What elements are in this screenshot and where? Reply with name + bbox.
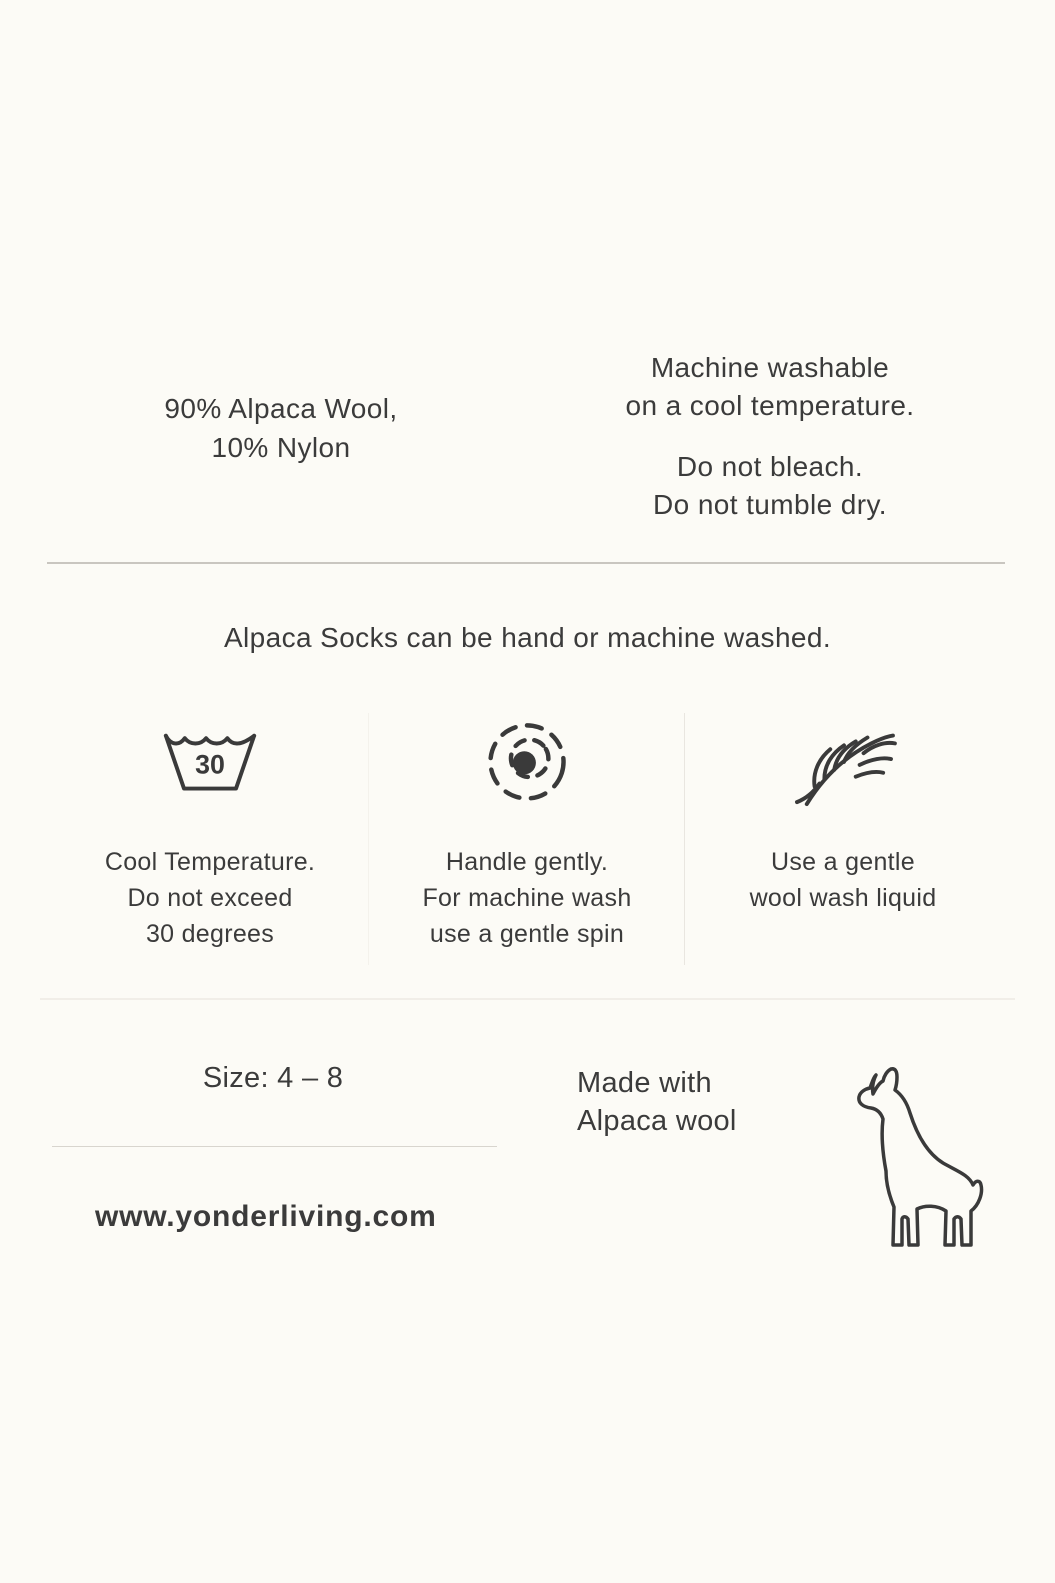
caption-line: Use a gentle	[771, 848, 915, 876]
wash-instructions-text	[540, 349, 1000, 524]
care-item-cool-temperature	[55, 705, 365, 952]
made-with-line-2: Alpaca wool	[577, 1105, 737, 1137]
made-with-text	[577, 1064, 837, 1140]
horizontal-divider-bottom	[52, 1146, 497, 1147]
composition-line-1: 90% Alpaca Wool,	[164, 393, 398, 424]
wash-basin-30-icon	[55, 705, 365, 817]
caption-line: Cool Temperature.	[104, 848, 316, 876]
caption-line: use a gentle spin	[429, 920, 625, 948]
feather-icon	[688, 705, 998, 817]
care-caption-wool-wash	[688, 844, 998, 916]
caption-line: Do not exceed	[127, 884, 293, 912]
care-caption-cool-temperature	[55, 844, 365, 952]
vertical-separator-right	[684, 713, 685, 965]
wash-line-3: Do not bleach.	[676, 451, 864, 482]
wash-line-4: Do not tumble dry.	[653, 489, 887, 520]
alpaca-icon	[843, 1056, 993, 1256]
wash-temperature-label: 30	[195, 749, 225, 780]
care-heading: Alpaca Socks can be hand or machine washed.	[223, 622, 832, 653]
caption-line: For machine wash	[422, 884, 632, 912]
gentle-spin-icon	[372, 705, 682, 817]
made-with-line-1: Made with	[577, 1067, 712, 1099]
wash-paragraph-1	[540, 349, 1000, 425]
caption-line: 30 degrees	[145, 920, 275, 948]
care-item-wool-wash	[688, 705, 998, 916]
care-item-gentle-spin	[372, 705, 682, 952]
caption-line: wool wash liquid	[749, 884, 937, 912]
composition-text	[0, 389, 562, 467]
wash-paragraph-2	[540, 448, 1000, 524]
wash-line-1: Machine washable	[650, 352, 890, 383]
composition-line-2: 10% Nylon	[211, 432, 351, 463]
caption-line: Handle gently.	[445, 848, 609, 876]
size-label: Size: 4 – 8	[202, 1062, 344, 1094]
horizontal-divider-middle	[40, 998, 1015, 1000]
wash-line-2: on a cool temperature.	[625, 390, 915, 421]
horizontal-divider-top	[47, 562, 1005, 564]
care-caption-gentle-spin	[372, 844, 682, 952]
website-url: www.yonderliving.com	[95, 1200, 437, 1233]
vertical-separator-left	[368, 713, 369, 965]
